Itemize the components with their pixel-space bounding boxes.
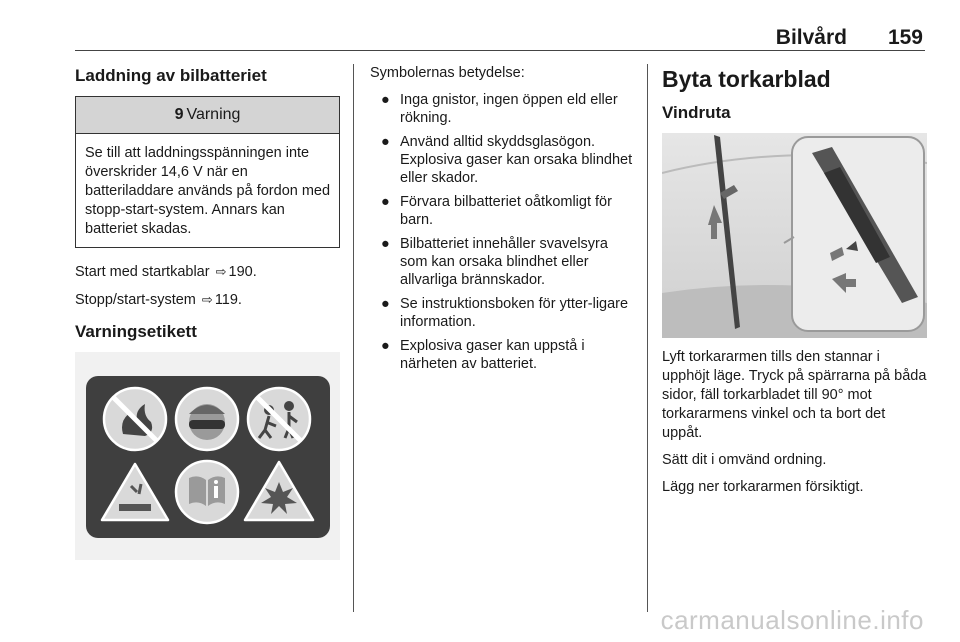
- wiper-blade-illustration: [662, 133, 927, 338]
- ref-stop-start-label: Stopp/start-system: [75, 292, 196, 308]
- arrow-reference-icon: ⇨: [201, 292, 213, 307]
- safety-goggles-icon: [176, 388, 238, 450]
- warning-box: [75, 96, 340, 248]
- bullet-icon: ●: [381, 236, 390, 252]
- list-item: ● Se instruktionsboken för ytter-ligare information.: [381, 296, 629, 330]
- column-right: [662, 64, 927, 505]
- warning-title: Varning: [186, 106, 241, 123]
- symbols-intro: Symbolernas betydelse:: [370, 65, 525, 81]
- ref-jump-start[interactable]: [75, 262, 340, 282]
- page-header: [75, 22, 925, 51]
- instruction-paragraph: Lägg ner torkararmen försiktigt.: [662, 479, 864, 495]
- list-item: ● Använd alltid skyddsglasögon. Explosiva gaser kan orsaka blindhet eller skador.: [381, 134, 633, 186]
- page-number: 159: [887, 26, 923, 49]
- battery-warning-label-image: [75, 352, 340, 560]
- windscreen-subheading: Vindruta: [662, 103, 731, 122]
- keep-away-children-icon: [248, 388, 310, 450]
- section-title: Bilvård: [775, 26, 847, 49]
- column-left: [75, 64, 340, 560]
- bullet-icon: ●: [381, 134, 390, 150]
- list-item: ● Förvara bilbatteriet oåtkomligt för barn.: [381, 194, 612, 228]
- list-item: ● Inga gnistor, ingen öppen eld eller rökning.: [381, 92, 618, 126]
- warning-triangle-icon: 9: [174, 106, 184, 123]
- column-middle: [370, 64, 635, 379]
- list-item: ● Bilbatteriet innehåller svavelsyra som kan orsaka blindhet eller allvarliga brännskador.: [381, 236, 608, 288]
- column-divider-1: [353, 64, 354, 612]
- replace-wiper-heading: Byta torkarblad: [662, 66, 831, 92]
- warning-label-heading: Varningsetikett: [75, 322, 197, 341]
- instruction-paragraph: Lyft torkararmen tills den stannar i upphöjt läge. Tryck på spärrarna på båda sidor, fäll torkarbladet till 90° mot torkararmens vinkel och ta bort det uppåt.: [662, 349, 927, 441]
- battery-charging-heading: Laddning av bilbatteriet: [75, 66, 267, 85]
- list-item: ● Explosiva gaser kan uppstå i närheten av batteriet.: [381, 338, 585, 372]
- read-manual-icon: [176, 461, 238, 523]
- column-divider-2: [647, 64, 648, 612]
- warning-text: Se till att laddningsspänningen inte överskrider 14,6 V när en batteriladdare används på fordon med stopp-start-system. Annars kan batteriet skadas.: [85, 145, 331, 237]
- bullet-icon: ●: [381, 338, 390, 354]
- arrow-reference-icon: ⇨: [215, 264, 227, 279]
- bullet-icon: ●: [381, 92, 390, 108]
- warning-header: [76, 97, 339, 134]
- ref-jump-start-label: Start med startkablar: [75, 264, 210, 280]
- ref-stop-start-page: 119.: [214, 292, 242, 308]
- watermark-text: carmanualsonline.info: [660, 605, 924, 635]
- ref-stop-start[interactable]: [75, 290, 340, 310]
- no-fire-icon: [104, 388, 166, 450]
- ref-jump-start-page: 190.: [228, 264, 257, 280]
- bullet-icon: ●: [381, 296, 390, 312]
- bullet-icon: ●: [381, 194, 390, 210]
- symbol-meanings-list: [370, 91, 635, 373]
- instruction-paragraph: Sätt dit i omvänd ordning.: [662, 452, 827, 468]
